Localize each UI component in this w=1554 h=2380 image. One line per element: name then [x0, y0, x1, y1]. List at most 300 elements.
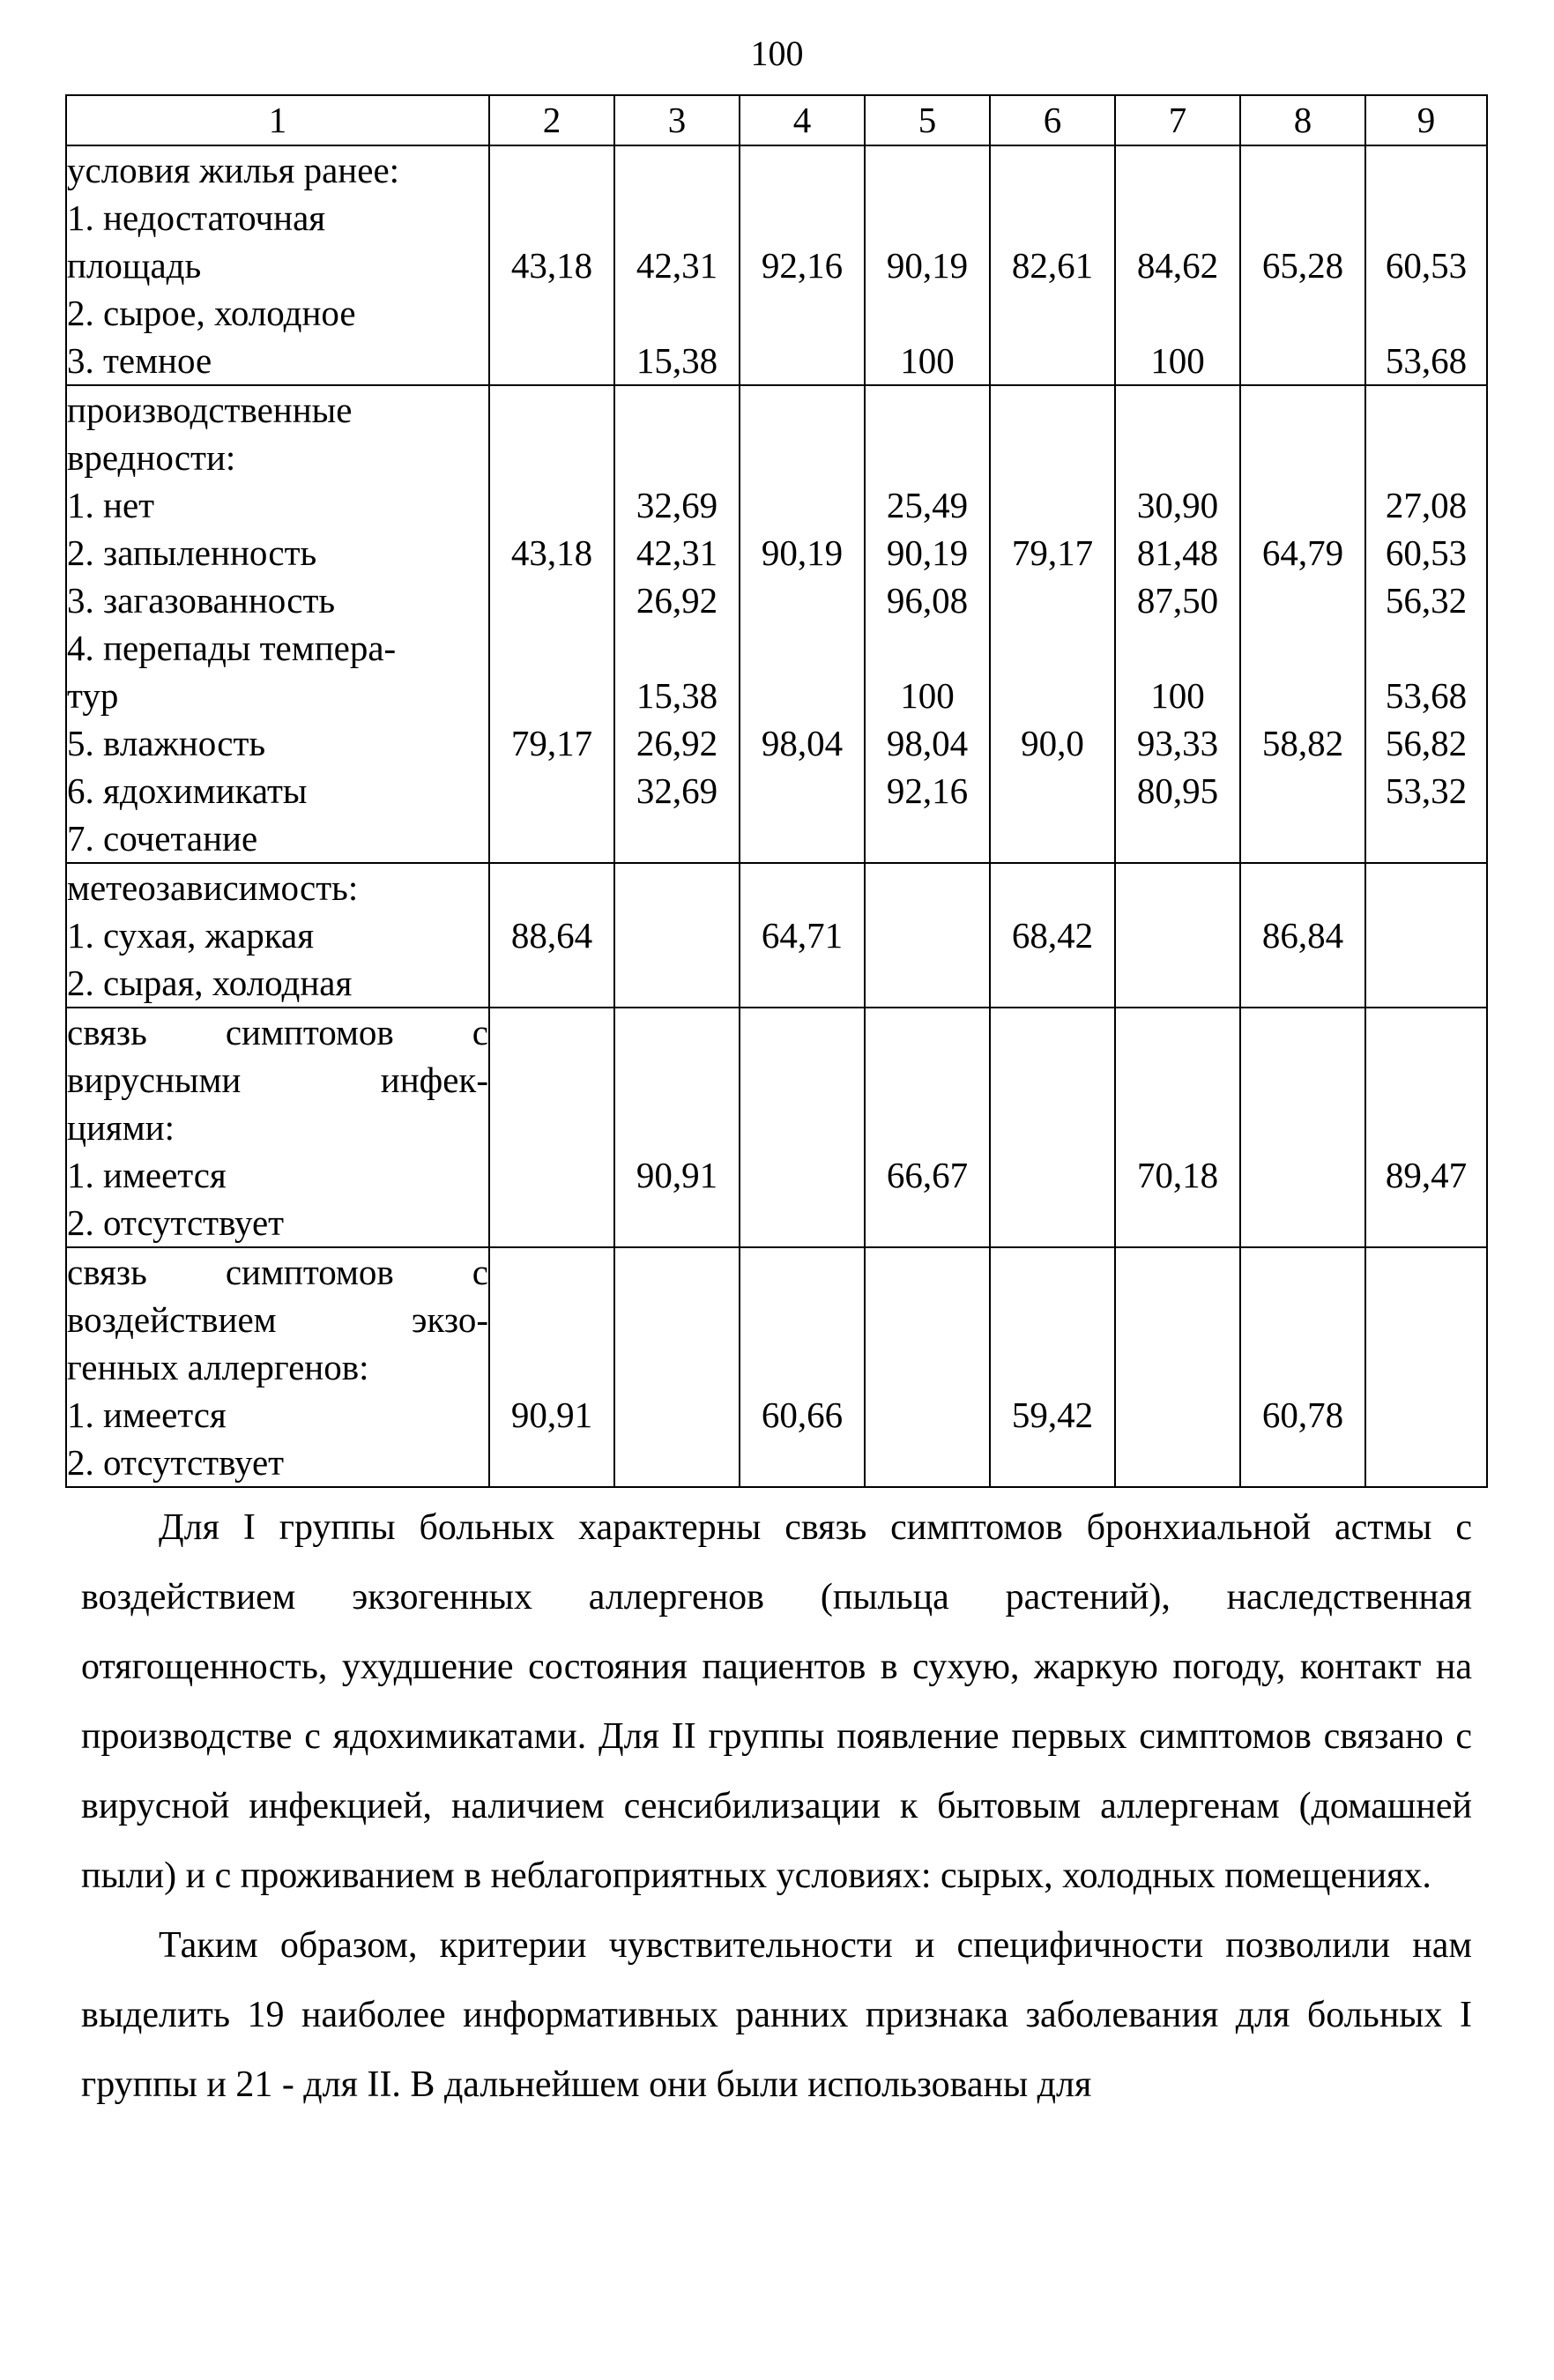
cell-value: 53,68 — [1385, 340, 1468, 381]
cell-value — [1241, 1008, 1364, 1056]
cell-value: 87,50 — [1136, 580, 1219, 621]
cell-value — [1116, 1296, 1239, 1343]
cell-value — [1116, 1248, 1239, 1296]
row-label-line: 1. нет — [67, 485, 155, 525]
cell-value: 59,42 — [1011, 1395, 1094, 1435]
value-cell — [1240, 145, 1365, 385]
cell-value — [1241, 386, 1364, 434]
cell-value: 32,69 — [636, 770, 718, 811]
cell-value — [1241, 1199, 1364, 1246]
table-row — [66, 385, 1487, 863]
cell-value — [1366, 146, 1486, 194]
cell-value — [1366, 1008, 1486, 1056]
cell-value — [991, 146, 1114, 194]
cell-value: 86,84 — [1261, 915, 1344, 956]
cell-value — [1116, 624, 1239, 672]
cell-value: 64,71 — [761, 915, 844, 956]
value-cell — [990, 385, 1115, 863]
cell-value — [991, 1296, 1114, 1343]
cell-value — [1366, 624, 1486, 672]
cell-value: 60,78 — [1261, 1395, 1344, 1435]
row-label — [66, 1008, 489, 1247]
cell-value — [740, 672, 864, 719]
value-cell — [1365, 385, 1487, 863]
cell-value — [1241, 1056, 1364, 1104]
cell-value — [615, 1296, 739, 1343]
cell-value: 27,08 — [1385, 485, 1468, 525]
cell-value — [615, 1248, 739, 1296]
cell-value: 100 — [1150, 340, 1205, 381]
cell-value — [1116, 1343, 1239, 1391]
cell-value — [1366, 1343, 1486, 1391]
cell-value — [740, 481, 864, 529]
column-header: 4 — [740, 95, 865, 145]
cell-value — [490, 146, 613, 194]
cell-value — [490, 959, 613, 1007]
value-cell — [990, 1008, 1115, 1247]
cell-value — [740, 576, 864, 624]
row-label-line: вредности: — [67, 437, 236, 478]
value-cell — [740, 863, 865, 1008]
cell-value — [1366, 194, 1486, 242]
value-cell — [865, 385, 990, 863]
cell-value — [1366, 434, 1486, 481]
cell-value — [1116, 1199, 1239, 1246]
value-cell — [1115, 385, 1240, 863]
cell-value — [490, 434, 613, 481]
value-cell — [1240, 385, 1365, 863]
cell-value — [991, 386, 1114, 434]
value-cell — [614, 385, 740, 863]
cell-value — [1241, 289, 1364, 337]
cell-value — [615, 289, 739, 337]
cell-value — [490, 672, 613, 719]
cell-value — [991, 814, 1114, 862]
cell-value — [740, 434, 864, 481]
cell-value — [1116, 1391, 1239, 1439]
cell-value — [1241, 576, 1364, 624]
cell-value — [991, 672, 1114, 719]
cell-value — [615, 814, 739, 862]
row-label-line: 2. сырое, холодное — [67, 293, 356, 333]
table-row — [66, 1247, 1487, 1487]
value-cell — [489, 1008, 614, 1247]
row-label-line: 1. имеется — [67, 1155, 227, 1195]
cell-value — [1241, 481, 1364, 529]
value-cell — [865, 1008, 990, 1247]
row-label-line: метеозависимость: — [67, 867, 359, 908]
cell-value — [740, 1199, 864, 1246]
value-cell — [1365, 863, 1487, 1008]
value-cell — [614, 1247, 740, 1487]
column-header: 1 — [66, 95, 489, 145]
cell-value: 82,61 — [1011, 245, 1094, 286]
cell-value — [740, 289, 864, 337]
row-label-line: связь симптомов с — [67, 1252, 488, 1292]
column-header: 9 — [1365, 95, 1487, 145]
cell-value — [1366, 1056, 1486, 1104]
cell-value — [991, 1056, 1114, 1104]
cell-value: 58,82 — [1261, 723, 1344, 763]
row-label-line: условия жилья ранее: — [67, 150, 400, 190]
value-cell — [740, 1247, 865, 1487]
header-row — [66, 95, 1487, 145]
value-cell — [1240, 1247, 1365, 1487]
value-cell — [865, 863, 990, 1008]
row-label-line: тур — [67, 675, 119, 716]
cell-value — [991, 864, 1114, 911]
cell-value: 93,33 — [1136, 723, 1219, 763]
row-label-line: 6. ядохимикаты — [67, 770, 308, 811]
cell-value: 30,90 — [1136, 485, 1219, 525]
cell-value: 25,49 — [886, 485, 969, 525]
cell-value: 84,62 — [1136, 245, 1219, 286]
cell-value — [490, 194, 613, 242]
cell-value: 53,68 — [1385, 675, 1468, 716]
cell-value: 42,31 — [636, 245, 718, 286]
cell-value — [1116, 194, 1239, 242]
row-label — [66, 1247, 489, 1487]
cell-value — [740, 1439, 864, 1486]
cell-value — [1366, 289, 1486, 337]
cell-value — [615, 959, 739, 1007]
cell-value — [991, 481, 1114, 529]
cell-value — [866, 911, 989, 959]
value-cell — [489, 145, 614, 385]
cell-value — [991, 1248, 1114, 1296]
column-header: 6 — [990, 95, 1115, 145]
cell-value — [866, 1391, 989, 1439]
cell-value: 79,17 — [510, 723, 593, 763]
value-cell — [489, 385, 614, 863]
cell-value — [615, 1104, 739, 1151]
cell-value — [866, 1248, 989, 1296]
cell-value — [1241, 1343, 1364, 1391]
cell-value — [490, 1056, 613, 1104]
value-cell — [614, 1008, 740, 1247]
value-cell — [489, 863, 614, 1008]
cell-value: 100 — [1150, 675, 1205, 716]
row-label-line: 1. имеется — [67, 1395, 227, 1435]
cell-value: 89,47 — [1385, 1155, 1468, 1195]
cell-value — [866, 1296, 989, 1343]
cell-value — [615, 386, 739, 434]
value-cell — [489, 1247, 614, 1487]
cell-value — [866, 1199, 989, 1246]
row-label-line: производственные — [67, 390, 353, 430]
cell-value: 90,91 — [636, 1155, 718, 1195]
value-cell — [990, 145, 1115, 385]
cell-value — [1116, 1056, 1239, 1104]
cell-value: 88,64 — [510, 915, 593, 956]
value-cell — [990, 863, 1115, 1008]
data-table — [65, 94, 1488, 1488]
cell-value — [1366, 814, 1486, 862]
cell-value: 90,19 — [886, 532, 969, 573]
value-cell — [1240, 1008, 1365, 1247]
cell-value — [490, 624, 613, 672]
cell-value — [991, 576, 1114, 624]
cell-value — [490, 814, 613, 862]
cell-value — [1116, 959, 1239, 1007]
cell-value — [866, 1008, 989, 1056]
cell-value — [740, 959, 864, 1007]
paragraph: Для I группы больных характерны связь симптомов бронхиальной астмы с воздействием экзогенных аллергенов (пыльца растений), наследственная отягощенность, ухудшение состояния пациентов в сухую, жаркую погоду, контакт на производстве с ядохимикатами. Для II группы появление первых симптомов связано с вирусной инфекцией, наличием сенсибилизации к бытовым аллергенам (домашней пыли) и с проживанием в неблагоприятных условиях: сырых, холодных помещениях. — [81, 1507, 1472, 1896]
cell-value: 81,48 — [1136, 532, 1219, 573]
column-header: 3 — [614, 95, 740, 145]
cell-value — [991, 767, 1114, 814]
cell-value — [490, 1439, 613, 1486]
cell-value — [991, 289, 1114, 337]
cell-value — [1241, 1296, 1364, 1343]
cell-value — [1241, 1104, 1364, 1151]
cell-value — [490, 386, 613, 434]
cell-value — [740, 1056, 864, 1104]
cell-value — [1241, 959, 1364, 1007]
cell-value — [615, 1343, 739, 1391]
cell-value — [1366, 386, 1486, 434]
cell-value — [740, 1104, 864, 1151]
row-label-line: 2. отсутствует — [67, 1202, 285, 1243]
cell-value — [1241, 434, 1364, 481]
cell-value — [1241, 1151, 1364, 1199]
cell-value — [490, 1008, 613, 1056]
cell-value — [740, 386, 864, 434]
cell-value — [615, 1056, 739, 1104]
value-cell — [1365, 1247, 1487, 1487]
row-label-line: 5. влажность — [67, 723, 266, 763]
cell-value — [866, 1439, 989, 1486]
cell-value — [991, 434, 1114, 481]
cell-value — [490, 1104, 613, 1151]
cell-value — [991, 337, 1114, 384]
cell-value: 15,38 — [636, 675, 718, 716]
cell-value — [1366, 1391, 1486, 1439]
value-cell — [740, 385, 865, 863]
cell-value — [1241, 624, 1364, 672]
cell-value: 90,19 — [761, 532, 844, 573]
paragraph-text: Таким образом, критерии чувствительности и специфичности позволили нам выделить 19 наиболее информативных ранних признака заболевания для больных I группы и 21 - для II. В дальнейшем они были использованы для — [81, 1925, 1472, 2105]
cell-value — [866, 1056, 989, 1104]
value-cell — [740, 1008, 865, 1247]
row-label-line: 7. сочетание — [67, 818, 258, 859]
cell-value — [615, 1008, 739, 1056]
cell-value: 100 — [900, 675, 955, 716]
column-header: 7 — [1115, 95, 1240, 145]
cell-value — [1241, 767, 1364, 814]
value-cell — [1115, 1247, 1240, 1487]
cell-value — [1366, 1296, 1486, 1343]
cell-value — [866, 1104, 989, 1151]
cell-value — [866, 194, 989, 242]
value-cell — [1240, 863, 1365, 1008]
cell-value — [740, 814, 864, 862]
row-label-line: 2. отсутствует — [67, 1442, 285, 1483]
cell-value — [866, 289, 989, 337]
row-label-line: 2. сырая, холодная — [67, 963, 353, 1003]
row-label-line: 1. сухая, жаркая — [67, 915, 315, 956]
value-cell — [1115, 863, 1240, 1008]
cell-value — [1116, 864, 1239, 911]
cell-value — [615, 434, 739, 481]
row-label-line: 4. перепады темпера- — [67, 628, 397, 668]
cell-value — [490, 576, 613, 624]
value-cell — [865, 145, 990, 385]
cell-value — [615, 194, 739, 242]
cell-value — [1241, 672, 1364, 719]
cell-value — [1366, 1248, 1486, 1296]
row-label-line: воздействием экзо- — [67, 1299, 488, 1340]
row-label-line: 3. темное — [67, 340, 212, 381]
cell-value: 53,32 — [1385, 770, 1468, 811]
cell-value: 32,69 — [636, 485, 718, 525]
cell-value — [991, 959, 1114, 1007]
cell-value — [740, 337, 864, 384]
cell-value — [991, 1199, 1114, 1246]
cell-value — [991, 194, 1114, 242]
cell-value: 80,95 — [1136, 770, 1219, 811]
cell-value — [490, 767, 613, 814]
cell-value — [740, 767, 864, 814]
cell-value — [1366, 864, 1486, 911]
cell-value: 68,42 — [1011, 915, 1094, 956]
cell-value — [615, 864, 739, 911]
cell-value — [991, 1008, 1114, 1056]
row-label — [66, 385, 489, 863]
table-row — [66, 1008, 1487, 1247]
cell-value — [740, 1151, 864, 1199]
cell-value — [1366, 1104, 1486, 1151]
cell-value: 90,19 — [886, 245, 969, 286]
cell-value: 90,0 — [1021, 723, 1084, 763]
cell-value — [1116, 1008, 1239, 1056]
cell-value: 26,92 — [636, 723, 718, 763]
cell-value: 64,79 — [1261, 532, 1344, 573]
cell-value: 98,04 — [886, 723, 969, 763]
cell-value: 65,28 — [1261, 245, 1344, 286]
cell-value — [1241, 864, 1364, 911]
cell-value — [1116, 146, 1239, 194]
cell-value — [615, 624, 739, 672]
row-label-line: циями: — [67, 1107, 175, 1148]
cell-value — [490, 1199, 613, 1246]
cell-value: 92,16 — [886, 770, 969, 811]
column-header: 8 — [1240, 95, 1365, 145]
cell-value — [1116, 434, 1239, 481]
cell-value — [740, 194, 864, 242]
cell-value — [1366, 1439, 1486, 1486]
row-label-line: 3. загазованность — [67, 580, 336, 621]
cell-value — [615, 146, 739, 194]
cell-value — [1116, 289, 1239, 337]
column-header: 2 — [489, 95, 614, 145]
cell-value: 15,38 — [636, 340, 718, 381]
cell-value — [991, 1439, 1114, 1486]
cell-value — [866, 864, 989, 911]
cell-value — [615, 1199, 739, 1246]
cell-value — [1366, 911, 1486, 959]
cell-value: 60,53 — [1385, 245, 1468, 286]
cell-value — [490, 1343, 613, 1391]
cell-value: 66,67 — [886, 1155, 969, 1195]
row-label — [66, 145, 489, 385]
row-label-line: связь симптомов с — [67, 1012, 488, 1052]
cell-value — [490, 1248, 613, 1296]
cell-value — [740, 1343, 864, 1391]
cell-value: 98,04 — [761, 723, 844, 763]
cell-value: 79,17 — [1011, 532, 1094, 573]
cell-value — [740, 624, 864, 672]
cell-value: 26,92 — [636, 580, 718, 621]
cell-value — [1366, 1199, 1486, 1246]
cell-value: 90,91 — [510, 1395, 593, 1435]
cell-value — [740, 146, 864, 194]
cell-value — [1241, 194, 1364, 242]
cell-value — [866, 146, 989, 194]
cell-value — [740, 1008, 864, 1056]
cell-value — [490, 481, 613, 529]
cell-value — [490, 1151, 613, 1199]
cell-value: 70,18 — [1136, 1155, 1219, 1195]
cell-value — [1366, 959, 1486, 1007]
cell-value — [866, 959, 989, 1007]
cell-value — [991, 1343, 1114, 1391]
row-label-line: генных аллергенов: — [67, 1347, 369, 1387]
cell-value — [1116, 1104, 1239, 1151]
cell-value — [991, 1151, 1114, 1199]
cell-value — [740, 1296, 864, 1343]
value-cell — [614, 863, 740, 1008]
cell-value: 60,53 — [1385, 532, 1468, 573]
paragraph — [81, 1911, 1472, 2120]
value-cell — [1365, 145, 1487, 385]
table-row — [66, 145, 1487, 385]
cell-value: 42,31 — [636, 532, 718, 573]
cell-value: 60,66 — [761, 1395, 844, 1435]
cell-value: 96,08 — [886, 580, 969, 621]
cell-value — [1241, 1248, 1364, 1296]
cell-value — [1241, 337, 1364, 384]
row-label-line: площадь — [67, 245, 202, 286]
row-label-line: вирусными инфек- — [67, 1060, 488, 1100]
cell-value — [490, 864, 613, 911]
cell-value — [1116, 911, 1239, 959]
cell-value — [615, 1439, 739, 1486]
cell-value — [1241, 814, 1364, 862]
cell-value — [1241, 1439, 1364, 1486]
page-number: 100 — [750, 33, 804, 73]
cell-value — [740, 1248, 864, 1296]
cell-value — [866, 1343, 989, 1391]
value-cell — [990, 1247, 1115, 1487]
cell-value — [740, 864, 864, 911]
cell-value — [991, 1104, 1114, 1151]
cell-value — [866, 624, 989, 672]
cell-value: 43,18 — [510, 245, 593, 286]
value-cell — [1115, 145, 1240, 385]
cell-value — [1116, 814, 1239, 862]
body-text — [81, 1493, 1472, 2120]
value-cell — [865, 1247, 990, 1487]
cell-value — [615, 1391, 739, 1439]
value-cell — [614, 145, 740, 385]
row-label — [66, 863, 489, 1008]
row-label-line: 2. запыленность — [67, 532, 317, 573]
value-cell — [1115, 1008, 1240, 1247]
value-cell — [1365, 1008, 1487, 1247]
row-label-line: 1. недостаточная — [67, 197, 326, 238]
cell-value — [866, 814, 989, 862]
